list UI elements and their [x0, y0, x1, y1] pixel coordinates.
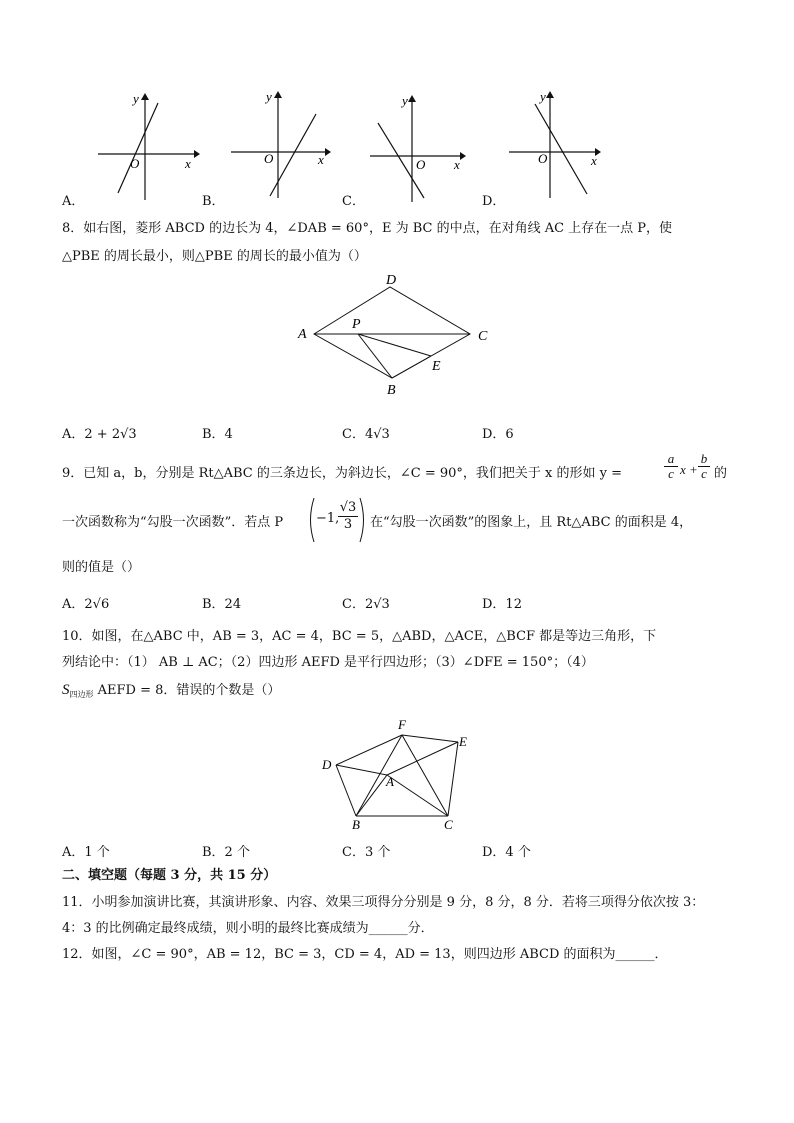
- vertex-a-label: A: [386, 774, 394, 789]
- vertex-d-label: D: [322, 757, 332, 772]
- q10-option-c[interactable]: C．3 个: [342, 845, 391, 860]
- q9-option-a[interactable]: A．2√6: [62, 597, 110, 612]
- graph-option-b: [228, 86, 338, 201]
- q8-option-b[interactable]: B．4: [202, 427, 233, 442]
- vertex-d-label: D: [386, 273, 397, 288]
- q7-option-d[interactable]: D．: [482, 194, 506, 209]
- q10-option-a[interactable]: A．1 个: [62, 845, 110, 860]
- origin-label: O: [416, 157, 426, 172]
- q8-stem-line1: 8．如右图，菱形 ABCD 的边长为 4，∠DAB = 60°，E 为 BC 的中点，在对角线 AC 上存在一点 P，使: [62, 221, 673, 236]
- q9-line1-end: 的: [714, 466, 728, 481]
- y-axis-label: y: [402, 93, 408, 108]
- frac-num: b: [698, 452, 710, 467]
- q8-option-c[interactable]: C．4√3: [342, 427, 390, 442]
- triangle-figure: [318, 715, 478, 835]
- x-axis-label: x: [591, 153, 597, 168]
- q9-option-b[interactable]: B．24: [202, 597, 242, 612]
- frac-num: a: [664, 452, 678, 467]
- q9-fraction-a-over-c: [664, 452, 678, 481]
- graph-option-d: [505, 86, 615, 201]
- q9-option-c[interactable]: C．2√3: [342, 597, 390, 612]
- q7-option-b[interactable]: B．: [202, 194, 225, 209]
- q11-stem-line2: 4：3 的比例确定最终成绩，则小明的最终比赛成绩为______分．: [62, 921, 434, 936]
- q11-stem-line1: 11．小明参加演讲比赛，其演讲形象、内容、效果三项得分分别是 9 分，8 分，8 分．若将三项得分依次按 3：: [62, 895, 705, 910]
- vertex-a-label: A: [298, 327, 307, 342]
- right-paren: [358, 496, 368, 544]
- q8-stem-line2: △PBE 的周长最小，则△PBE 的周长的最小值为（）: [62, 249, 367, 264]
- graph-option-a: [90, 88, 200, 203]
- vertex-c-label: C: [478, 329, 488, 344]
- q9-option-d[interactable]: D．12: [482, 597, 522, 612]
- q9-point-fraction: [338, 500, 358, 533]
- origin-label: O: [538, 151, 548, 166]
- vertex-f-label: F: [398, 717, 406, 732]
- q7-option-a[interactable]: A．: [62, 194, 85, 209]
- frac-den: c: [701, 466, 707, 481]
- q9-stem-line1: [62, 462, 622, 481]
- q10-stem-line2: 列结论中：（1） AB ⊥ AC；（2）四边形 AEFD 是平行四边形；（3）∠DFE = 150°；（4）: [62, 655, 594, 670]
- vertex-b-label: B: [352, 817, 360, 832]
- q10-stem-line1: 10．如图，在△ABC 中，AB = 3，AC = 4，BC = 5，△ABD，△ACE，△BCF 都是等边三角形，下: [62, 629, 657, 644]
- q9-line1-text: 9．已知 a，b，分别是 Rt△ABC 的三条边长，为斜边长，∠C = 90°，我们把关于 x 的形如 y =: [62, 466, 623, 481]
- vertex-b-label: B: [387, 383, 396, 398]
- frac-den: 3: [343, 517, 353, 532]
- q10-option-d[interactable]: D．4 个: [482, 845, 531, 860]
- section-title: 二、填空题（每题 3 分，共 15 分）: [62, 868, 277, 883]
- q9-stem-line2-a: 一次函数称为“勾股一次函数”．若点 P: [62, 515, 284, 530]
- frac-num: √3: [339, 500, 357, 515]
- q8-option-d[interactable]: D．6: [482, 427, 514, 442]
- area-symbol: S: [62, 682, 70, 698]
- q9-fraction-b-over-c: [698, 452, 710, 481]
- q8-option-a[interactable]: A．2 + 2√3: [62, 427, 137, 442]
- point-e-label: E: [432, 359, 441, 374]
- y-axis-label: y: [540, 89, 546, 104]
- x-axis-label: x: [454, 157, 460, 172]
- y-axis-label: y: [133, 91, 139, 106]
- vertex-e-label: E: [459, 734, 467, 749]
- left-paren: [306, 496, 316, 544]
- q12-stem-line1: 12．如图，∠C = 90°，AB = 12，BC = 3，CD = 4，AD = 13，则四边形 ABCD 的面积为______．: [62, 947, 668, 962]
- q10-stem-line3: [62, 679, 280, 700]
- q9-point-x: −1,: [316, 511, 340, 526]
- point-p-label: P: [352, 317, 361, 332]
- y-axis-label: y: [266, 89, 272, 104]
- graph-option-c: [366, 90, 476, 205]
- q7-option-c[interactable]: C．: [342, 194, 365, 209]
- x-axis-label: x: [318, 152, 324, 167]
- origin-label: O: [130, 156, 140, 171]
- area-subscript: 四边形: [69, 690, 94, 699]
- q9-stem-line2-b: 在“勾股一次函数”的图象上，且 Rt△ABC 的面积是 4，: [370, 515, 693, 530]
- frac-den: c: [668, 466, 674, 481]
- rhombus-figure: [292, 270, 502, 400]
- vertex-c-label: C: [444, 817, 453, 832]
- x-axis-label: x: [185, 156, 191, 171]
- q9-x-plus: x +: [680, 462, 698, 477]
- q9-stem-line3: 则的值是（）: [62, 560, 141, 575]
- q10-line3-rest: AEFD = 8．错误的个数是（）: [97, 683, 281, 698]
- q10-option-b[interactable]: B．2 个: [202, 845, 250, 860]
- origin-label: O: [264, 151, 274, 166]
